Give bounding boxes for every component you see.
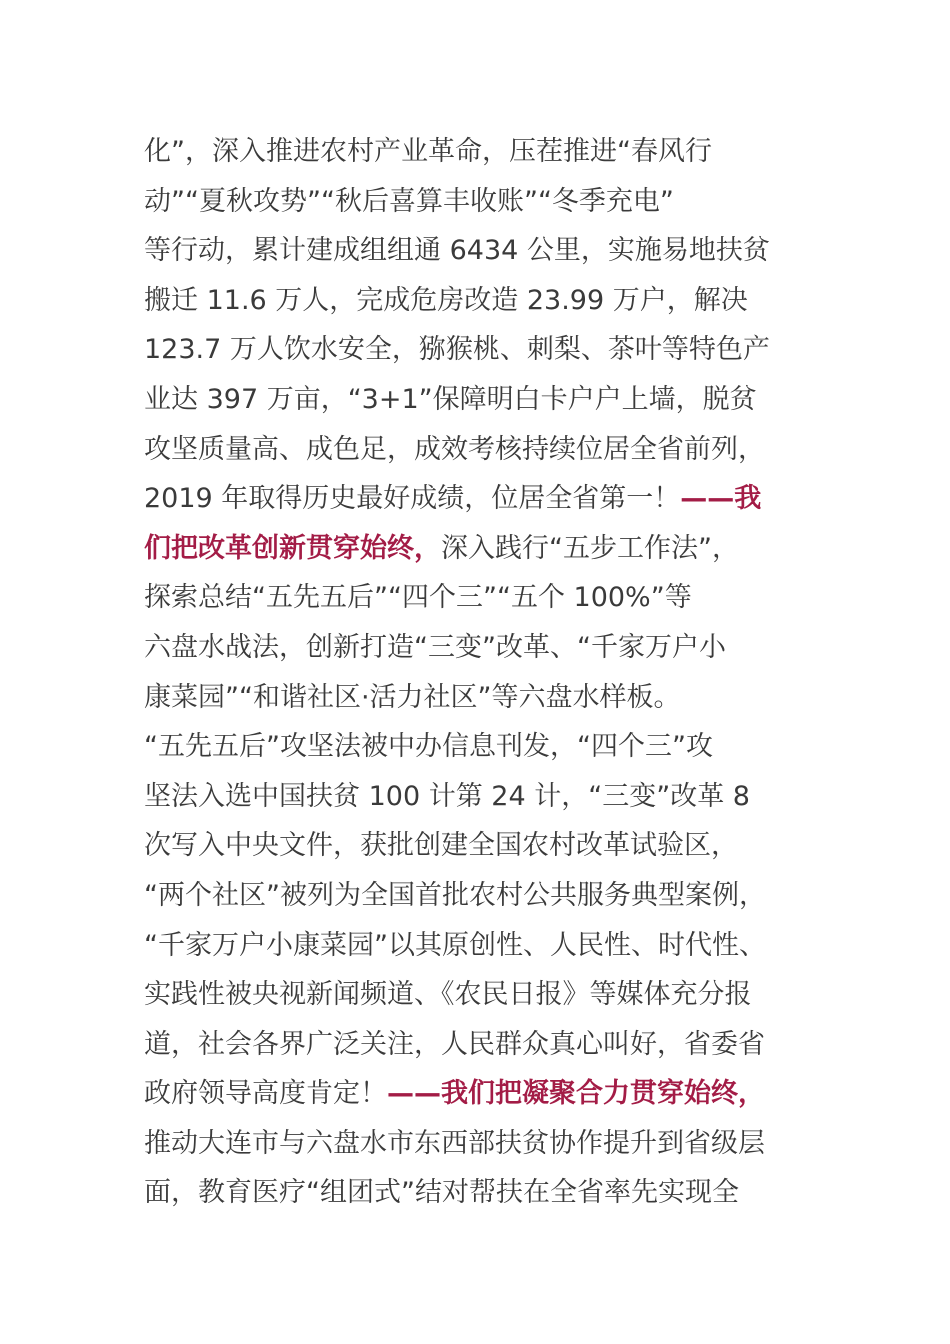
text-line — [144, 1020, 844, 1070]
text-segment: 深入践行“五步工作法”， — [441, 532, 739, 564]
text-line — [144, 425, 844, 475]
text-line — [144, 325, 844, 375]
text-line — [144, 573, 844, 623]
text-line — [144, 1069, 844, 1119]
text-segment: 探索总结“五先五后”“四个三”“五个 100%”等 — [144, 582, 692, 614]
text-line — [144, 375, 844, 425]
text-line — [144, 276, 844, 326]
highlighted-phrase: 们把改革创新贯穿始终， — [144, 532, 441, 564]
text-segment: 等行动，累计建成组组通 6434 公里，实施易地扶贫 — [144, 235, 770, 267]
text-segment: 业达 397 万亩，“3+1”保障明白卡户户上墙，脱贫 — [144, 383, 757, 415]
text-segment: 面，教育医疗“组团式”结对帮扶在全省率先实现全 — [144, 1177, 739, 1209]
text-line — [144, 871, 844, 921]
text-segment: 推动大连市与六盘水市东西部扶贫协作提升到省级层 — [144, 1127, 765, 1159]
text-segment: 康菜园”“和谐社区·活力社区”等六盘水样板。 — [144, 681, 681, 713]
text-line — [144, 1119, 844, 1169]
highlighted-phrase: ——我们把凝聚合力贯穿始终， — [387, 1078, 765, 1110]
text-segment: 实践性被央视新闻频道、《农民日报》等媒体充分报 — [144, 979, 752, 1011]
text-line — [144, 772, 844, 822]
text-segment: 道，社会各界广泛关注，人民群众真心叫好，省委省 — [144, 1028, 765, 1060]
text-line — [144, 474, 844, 524]
text-line — [144, 970, 844, 1020]
text-line — [144, 226, 844, 276]
text-segment: “千家万户小康菜园”以其原创性、人民性、时代性、 — [144, 929, 766, 961]
text-segment: 搬迁 11.6 万人，完成危房改造 23.99 万户，解决 — [144, 284, 748, 316]
text-line — [144, 673, 844, 723]
text-line — [144, 1168, 844, 1218]
text-segment: 攻坚质量高、成色足，成效考核持续位居全省前列， — [144, 433, 765, 465]
text-segment: 坚法入选中国扶贫 100 计第 24 计，“三变”改革 8 — [144, 780, 750, 812]
text-line — [144, 524, 844, 574]
text-line — [144, 623, 844, 673]
text-segment: “两个社区”被列为全国首批农村公共服务典型案例， — [144, 879, 766, 911]
text-segment: 动”“夏秋攻势”“秋后喜算丰收账”“冬季充电” — [144, 185, 674, 217]
text-segment: 2019 年取得历史最好成绩，位居全省第一！ — [144, 483, 681, 515]
text-segment: 化”，深入推进农村产业革命，压茬推进“春风行 — [144, 136, 712, 167]
text-segment: 123.7 万人饮水安全，猕猴桃、刺梨、茶叶等特色产 — [144, 334, 770, 366]
body-paragraph — [144, 127, 844, 1218]
highlighted-phrase: ——我 — [680, 483, 762, 515]
text-line — [144, 921, 844, 971]
text-line — [144, 127, 844, 177]
text-line — [144, 177, 844, 227]
text-segment: “五先五后”攻坚法被中办信息刊发，“四个三”攻 — [144, 731, 713, 763]
text-line — [144, 722, 844, 772]
text-line — [144, 821, 844, 871]
text-segment: 六盘水战法，创新打造“三变”改革、“千家万户小 — [144, 631, 726, 663]
text-segment: 次写入中央文件，获批创建全国农村改革试验区， — [144, 830, 738, 862]
text-segment: 政府领导高度肯定！ — [144, 1078, 387, 1110]
